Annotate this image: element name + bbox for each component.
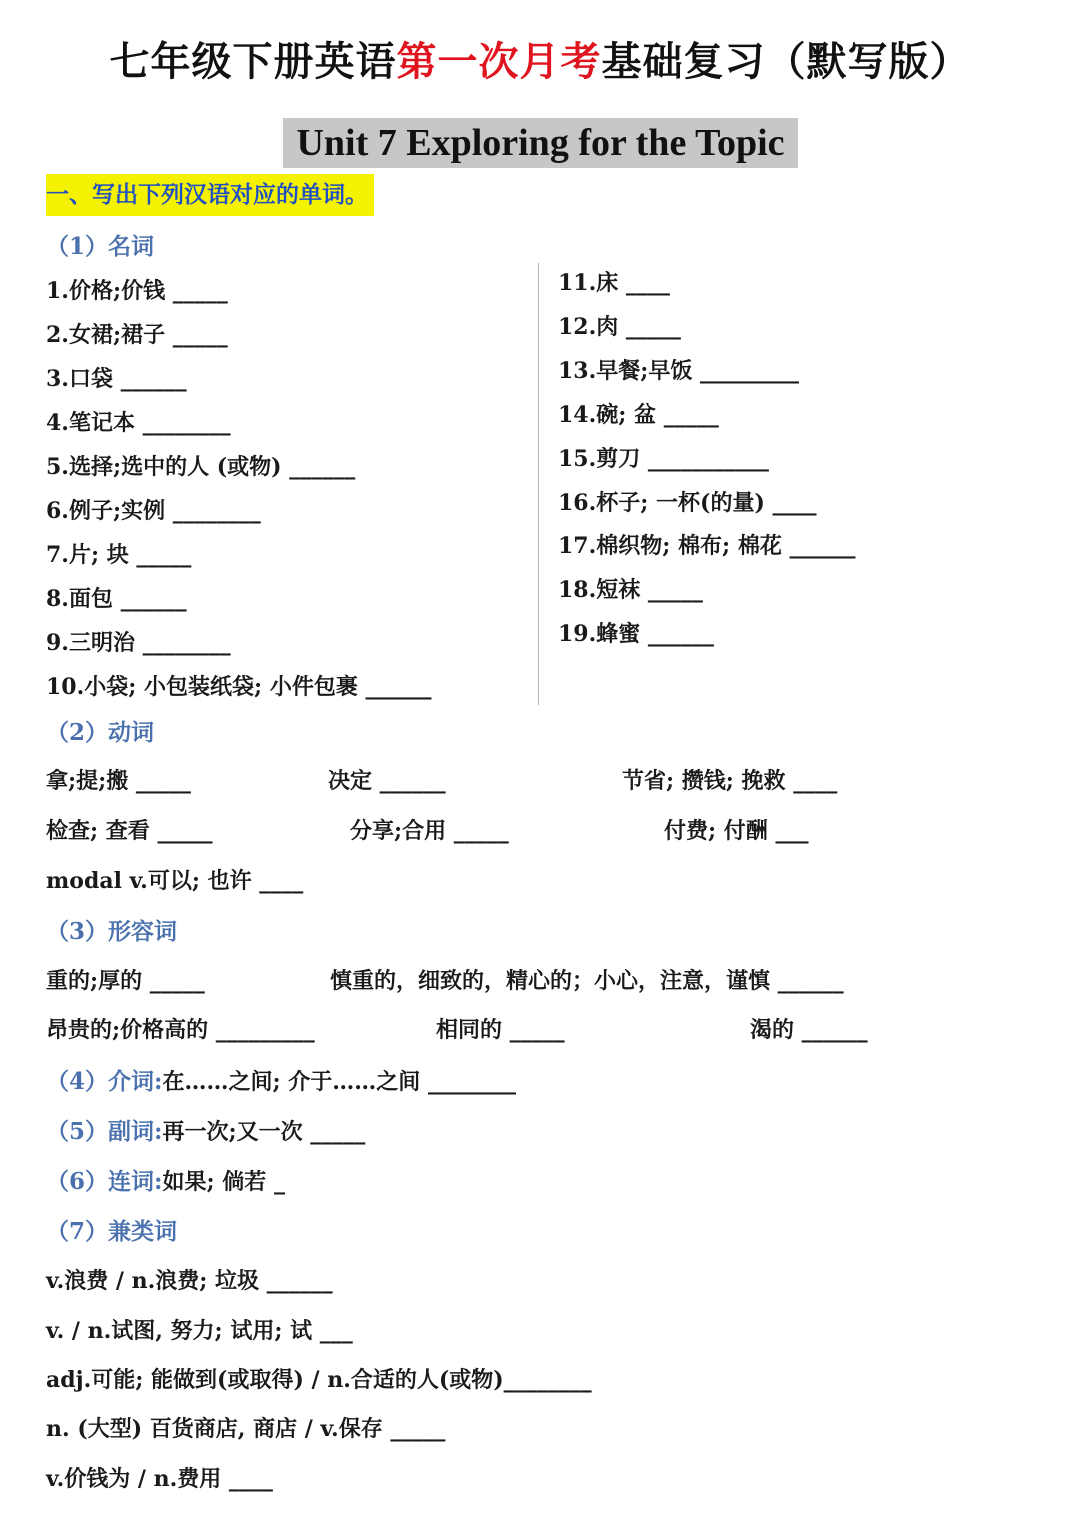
adverb-row [46, 1113, 365, 1146]
page-title [0, 30, 1080, 87]
conjunction-heading: （6）连词: [46, 1168, 163, 1195]
noun-item: 16.杯子; 一杯(的量) ____ [558, 490, 817, 516]
adjective-item: 重的;厚的 _____ [46, 968, 205, 994]
noun-item: 3.口袋 ______ [46, 366, 187, 392]
noun-item: 12.肉 _____ [558, 314, 681, 340]
adjective-item: 渴的 ______ [750, 1017, 868, 1043]
verb-item: 检查; 查看 _____ [46, 818, 213, 844]
noun-item: 7.片; 块 _____ [46, 542, 192, 568]
verb-item: 分享;合用 _____ [350, 818, 509, 844]
title-highlight: 第一次月考 [396, 39, 602, 85]
noun-item: 6.例子;实例 ________ [46, 498, 261, 524]
noun-item: 4.笔记本 ________ [46, 410, 231, 436]
multi-heading: （7）兼类词 [46, 1218, 178, 1245]
multi-item: adj.可能; 能做到(或取得) / n.合适的人(或物)________ [46, 1367, 592, 1393]
adjective-item: 昂贵的;价格高的 _________ [46, 1017, 315, 1043]
verb-item: 决定 ______ [328, 768, 446, 794]
adjective-item: 慎重的，细致的，精心的；小心，注意，谨慎 ______ [330, 968, 844, 994]
noun-item: 18.短袜 _____ [558, 577, 703, 603]
verb-item: 拿;提;搬 _____ [46, 768, 191, 794]
preposition-row [46, 1063, 516, 1096]
noun-item: 5.选择;选中的人 (或物) ______ [46, 454, 356, 480]
conjunction-item: 如果; 倘若 _ [162, 1169, 285, 1195]
noun-item: 15.剪刀 ___________ [558, 446, 769, 472]
title-part1: 七年级下册英语 [109, 39, 397, 85]
verb-item: 付费; 付酬 ___ [664, 818, 809, 844]
unit-title-banner [283, 118, 798, 168]
adverb-heading: （5）副词: [46, 1118, 163, 1145]
adverb-item: 再一次;又一次 _____ [162, 1119, 366, 1145]
adjective-item: 相同的 _____ [436, 1017, 565, 1043]
multi-item: v.价钱为 / n.费用 ____ [46, 1466, 273, 1492]
multi-item: v.浪费 / n.浪费; 垃圾 ______ [46, 1268, 333, 1294]
noun-item: 11.床 ____ [558, 270, 670, 296]
verb-item: modal v.可以; 也许 ____ [46, 868, 304, 894]
column-divider [538, 263, 539, 705]
multi-item: n. (大型) 百货商店, 商店 / v.保存 _____ [46, 1416, 446, 1442]
noun-item: 10.小袋; 小包装纸袋; 小件包裹 ______ [46, 674, 432, 700]
preposition-heading: （4）介词: [46, 1068, 163, 1095]
nouns-heading: （1）名词 [46, 233, 155, 260]
noun-item: 9.三明治 ________ [46, 630, 231, 656]
noun-item: 13.早餐;早饭 _________ [558, 358, 800, 384]
noun-item: 14.碗; 盆 _____ [558, 402, 719, 428]
verbs-heading: （2）动词 [46, 719, 155, 746]
conjunction-row [46, 1163, 285, 1196]
noun-item: 2.女裙;裙子 _____ [46, 322, 228, 348]
noun-item: 19.蜂蜜 ______ [558, 621, 714, 647]
adjectives-heading: （3）形容词 [46, 918, 178, 945]
noun-item: 17.棉织物; 棉布; 棉花 ______ [558, 533, 856, 559]
noun-item: 8.面包 ______ [46, 586, 187, 612]
multi-item: v. / n.试图, 努力; 试用; 试 ___ [46, 1318, 353, 1344]
noun-item: 1.价格;价钱 _____ [46, 278, 228, 304]
title-part3: 基础复习（默写版） [601, 39, 971, 85]
unit-title: Unit 7 Exploring for the Topic [296, 122, 785, 164]
preposition-item: 在……之间; 介于……之间 ________ [162, 1069, 516, 1095]
verb-item: 节省; 攒钱; 挽救 ____ [622, 768, 838, 794]
section-heading: 一、写出下列汉语对应的单词。 [46, 174, 374, 216]
